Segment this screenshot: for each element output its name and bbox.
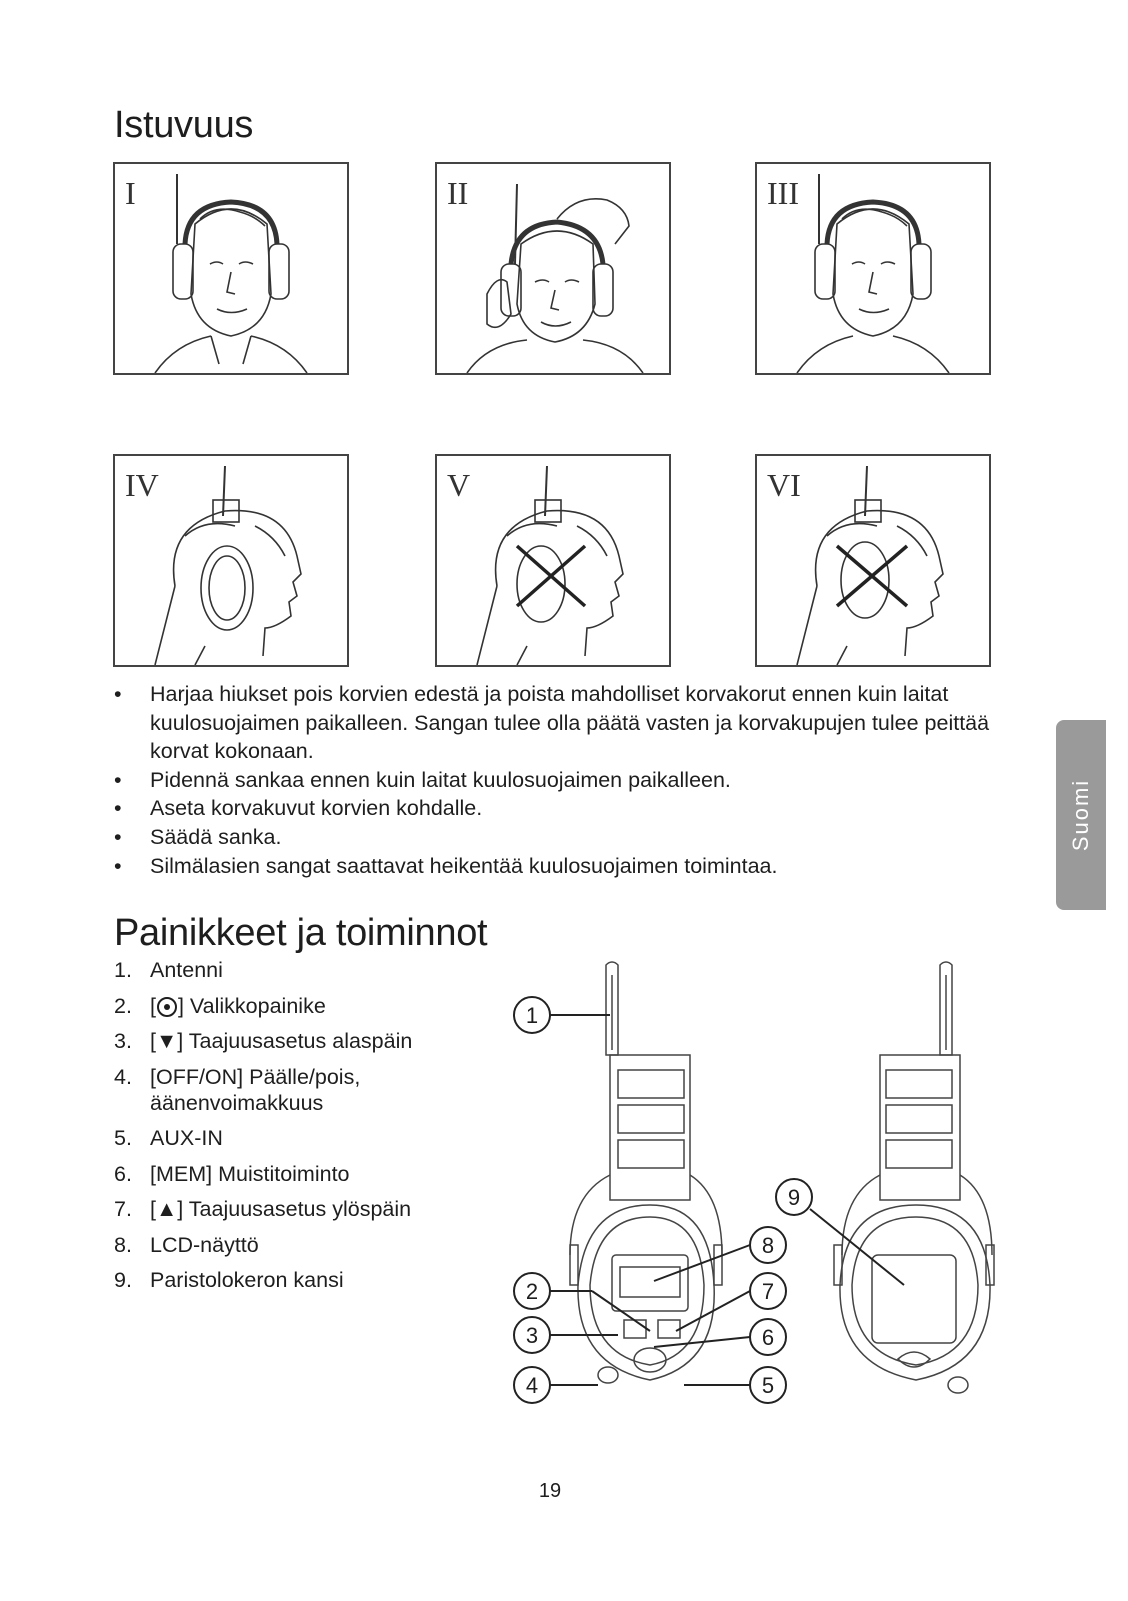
item-number: 8. xyxy=(114,1232,132,1257)
panel-label: III xyxy=(767,175,799,211)
callout-label: 9 xyxy=(787,1185,801,1210)
front-head-illustration xyxy=(757,164,989,373)
panel-label: IV xyxy=(125,467,159,503)
item-number: 7. xyxy=(114,1197,132,1221)
parts-list xyxy=(114,957,494,1303)
fit-panel-3 xyxy=(755,162,991,375)
list-item xyxy=(114,1232,494,1258)
wrong-cross-icon xyxy=(517,546,585,606)
panel-label: V xyxy=(447,467,471,503)
callout-label: 7 xyxy=(761,1279,775,1304)
callout-lines xyxy=(550,1015,904,1385)
item-text: AUX-IN xyxy=(150,1126,223,1150)
list-item xyxy=(114,1028,494,1054)
callout-label: 4 xyxy=(525,1373,539,1398)
list-item xyxy=(114,957,494,983)
item-prefix: [ xyxy=(150,993,156,1018)
item-number: 5. xyxy=(114,1126,132,1150)
callout-label: 6 xyxy=(761,1325,775,1350)
list-item: • Silmälasien sangat saattavat heikentää kuulosuojaimen toimintaa. xyxy=(114,852,994,881)
language-side-tab xyxy=(1056,720,1106,910)
fit-panel-5 xyxy=(435,454,671,667)
callout-label: 8 xyxy=(761,1233,775,1258)
item-number: 4. xyxy=(114,1064,132,1089)
item-number: 1. xyxy=(114,958,132,982)
earmuff-back-view xyxy=(834,962,994,1393)
item-text: LCD-näyttö xyxy=(150,1232,259,1257)
list-item xyxy=(114,1267,494,1293)
wrong-cross-icon xyxy=(837,546,907,606)
item-text: [MEM] Muistitoiminto xyxy=(150,1161,350,1186)
item-text: ] Valikkopainike xyxy=(177,993,326,1018)
page-number: 19 xyxy=(538,1480,562,1502)
list-item xyxy=(114,1125,494,1151)
front-head-illustration xyxy=(115,164,347,373)
side-head-illustration xyxy=(115,456,347,665)
item-number: 9. xyxy=(114,1268,132,1292)
list-item: • Harjaa hiukset pois korvien edestä ja poista mahdolliset korvakorut ennen kuin laitat kuulosuojaimen paikalleen. Sangan tulee olla päätä vasten ja korvakupujen tulee peittää korvat kokonaan. xyxy=(114,680,994,766)
earmuff-diagram xyxy=(500,955,1020,1415)
side-head-wrong-illustration xyxy=(437,456,669,665)
item-text: [▲] Taajuusasetus ylöspäin xyxy=(150,1197,412,1221)
fit-panel-4 xyxy=(113,454,349,667)
section-title-buttons: Painikkeet ja toiminnot xyxy=(114,912,488,954)
fit-instructions-list xyxy=(114,680,994,880)
item-number: 6. xyxy=(114,1161,132,1186)
item-text: [OFF/ON] Päälle/pois, äänenvoimakkuus xyxy=(150,1064,361,1115)
fit-panel-2 xyxy=(435,162,671,375)
list-item xyxy=(114,1196,494,1222)
item-text: [▼] Taajuusasetus alaspäin xyxy=(150,1029,413,1053)
adjusting-head-illustration xyxy=(437,164,669,373)
item-text: Paristolokeron kansi xyxy=(150,1268,344,1292)
fit-panel-1 xyxy=(113,162,349,375)
item-text: Antenni xyxy=(150,958,223,982)
language-label: Suomi xyxy=(1068,778,1093,852)
callout-label: 2 xyxy=(525,1279,539,1304)
list-item xyxy=(114,993,494,1019)
list-item xyxy=(114,1161,494,1187)
panel-label: VI xyxy=(767,467,801,503)
list-item: • Pidennä sankaa ennen kuin laitat kuulosuojaimen paikalleen. xyxy=(114,766,994,795)
callout-label: 1 xyxy=(525,1003,539,1028)
list-item xyxy=(114,1064,494,1116)
list-item: • Säädä sanka. xyxy=(114,823,994,852)
callout-label: 5 xyxy=(761,1373,775,1398)
side-head-wrong-illustration xyxy=(757,456,989,665)
panel-label: I xyxy=(125,175,136,211)
earmuff-front-view xyxy=(570,962,722,1383)
item-number: 2. xyxy=(114,993,132,1018)
list-item: • Aseta korvakuvut korvien kohdalle. xyxy=(114,794,994,823)
menu-button-icon xyxy=(157,997,177,1017)
callout-label: 3 xyxy=(525,1323,539,1348)
panel-label: II xyxy=(447,175,469,211)
section-title-fit: Istuvuus xyxy=(114,104,254,146)
item-number: 3. xyxy=(114,1029,132,1053)
fit-panel-6 xyxy=(755,454,991,667)
